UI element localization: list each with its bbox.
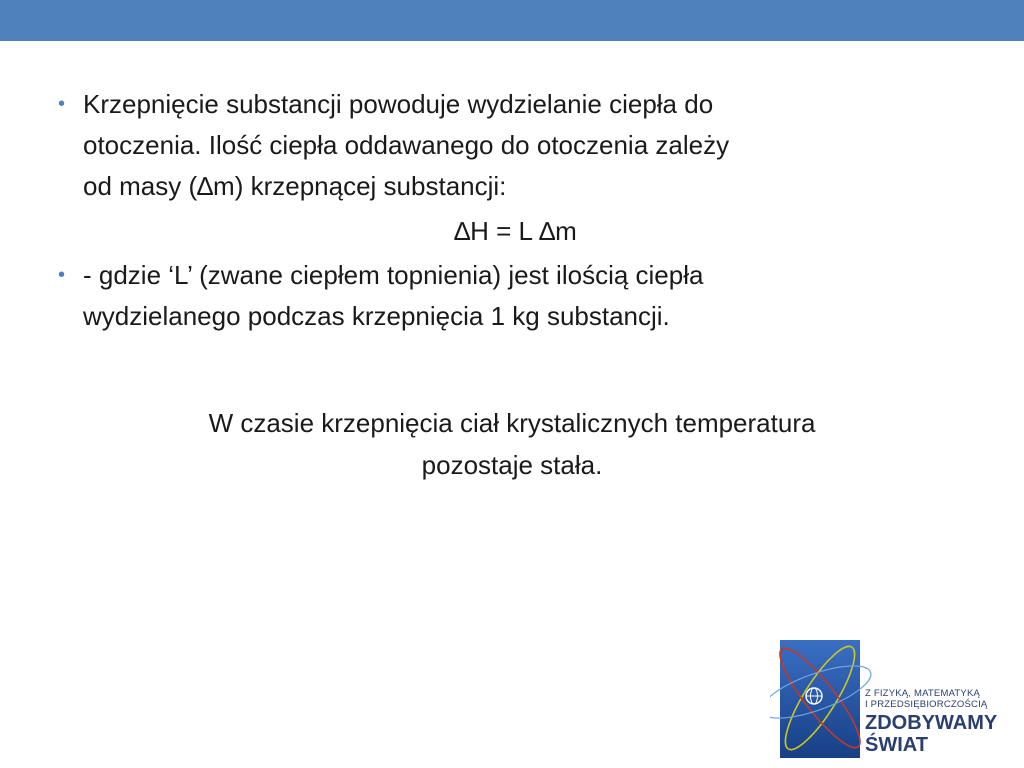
bullet-item-1	[58, 84, 948, 207]
project-logo	[770, 620, 1024, 768]
logo-blue-panel	[780, 640, 860, 758]
logo-text-line1: Z FIZYKĄ, MATEMATYKĄ	[865, 688, 981, 699]
bullet-line: od masy (∆m) krzepnącej substancji:	[83, 171, 507, 201]
formula: ∆H = L ∆m	[454, 216, 577, 246]
summary-statement	[80, 402, 944, 486]
statement-line: pozostaje stała.	[421, 450, 603, 480]
bullet-line: - gdzie ‘L’ (zwane ciepłem topnienia) jest ilością ciepła	[83, 260, 704, 290]
slide-body	[58, 84, 948, 337]
logo-text-line4: ŚWIAT	[865, 734, 928, 756]
logo-text-line2: I PRZEDSIĘBIORCZOŚCIĄ	[865, 699, 988, 710]
bullet-line: wydzielanego podczas krzepnięcia 1 kg substancji.	[83, 301, 670, 331]
statement-line: W czasie krzepnięcia ciał krystalicznych temperatura	[208, 408, 816, 438]
bullet-line: otoczenia. Ilość ciepła oddawanego do otoczenia zależy	[83, 130, 730, 160]
bullet-line: Krzepnięcie substancji powoduje wydzielanie ciepła do	[83, 89, 714, 119]
bullet-icon: •	[58, 93, 66, 115]
header-bar	[0, 0, 1024, 41]
logo-text-line3: ZDOBYWAMY	[865, 712, 998, 734]
bullet-item-2	[58, 255, 948, 337]
bullet-icon: •	[58, 264, 66, 286]
